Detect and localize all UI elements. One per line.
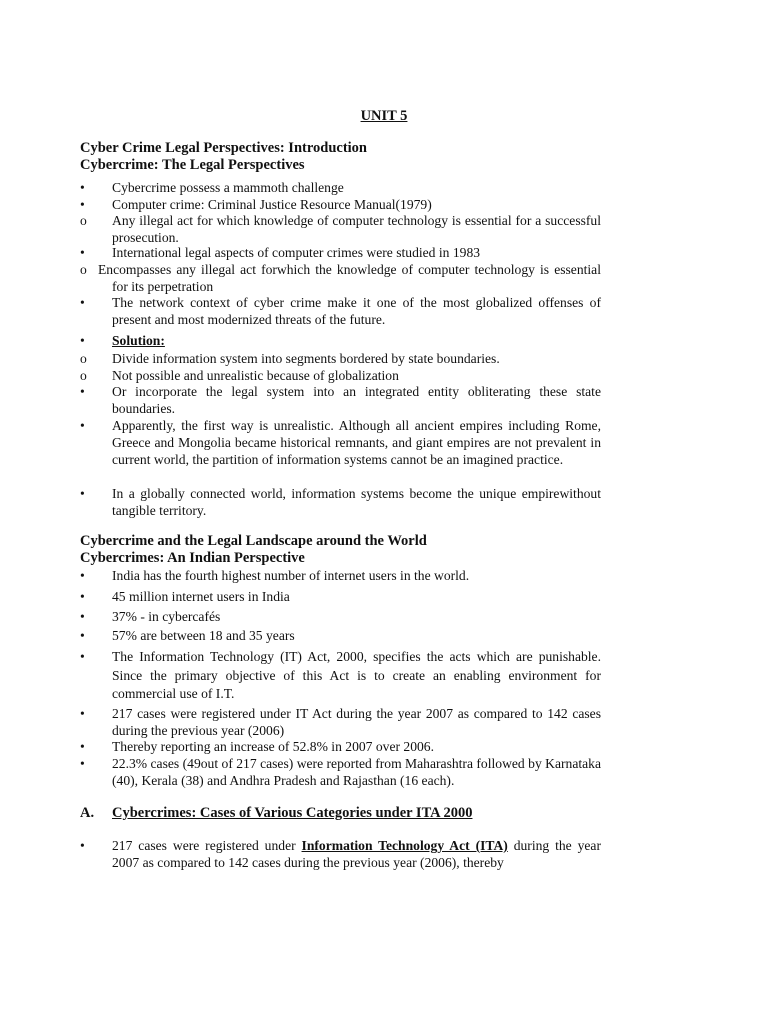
bullet-marker: • <box>80 609 85 624</box>
list-item <box>80 180 601 197</box>
list-item <box>80 568 601 585</box>
list-item <box>80 333 601 350</box>
list-item <box>80 648 601 704</box>
list-item <box>80 706 601 740</box>
solution-label: Solution: <box>112 333 165 348</box>
bullet-marker: • <box>80 295 85 310</box>
bullet-marker: • <box>80 589 85 604</box>
list-item <box>80 384 601 418</box>
bullet-marker: • <box>80 333 85 348</box>
bullet-marker: • <box>80 838 85 853</box>
section-a-title: Cybercrimes: Cases of Various Categories under ITA 2000 <box>112 805 473 821</box>
bullet-marker: • <box>80 628 85 643</box>
bullet-marker: • <box>80 418 85 433</box>
bullet-marker: o <box>80 213 87 228</box>
heading-intro: Cyber Crime Legal Perspectives: Introduction <box>80 140 367 156</box>
bullet-marker: • <box>80 739 85 754</box>
list-item-text: 37% - in cybercafés <box>112 609 221 624</box>
list-item-text: Any illegal act for which knowledge of computer technology is essential for a successful prosecution. <box>112 213 601 245</box>
list-item <box>80 368 601 385</box>
list-item-text: Apparently, the first way is unrealistic. Although all ancient empires including Rome, Greece and Mongolia became historical remnants, and giant empires are not prevalent in current world, the partition of information systems cannot be an imagined practice. <box>112 418 601 467</box>
bullet-marker: • <box>80 486 85 501</box>
list-item-text: Cybercrime possess a mammoth challenge <box>112 180 344 195</box>
list-item <box>80 628 601 645</box>
list-item-text: 217 cases were registered under IT Act during the year 2007 as compared to 142 cases during the previous year (2006) <box>112 706 601 738</box>
list-item <box>80 262 601 296</box>
list-item <box>80 418 601 468</box>
list-item-text: Divide information system into segments bordered by state boundaries. <box>112 351 500 366</box>
list-item-text: In a globally connected world, information systems become the unique empirewithout tangible territory. <box>112 486 601 518</box>
heading-legal-landscape: Cybercrime and the Legal Landscape around the World <box>80 533 427 549</box>
section-a-heading <box>80 805 472 822</box>
list-item-text: 45 million internet users in India <box>112 589 290 604</box>
list-item-text: Computer crime: Criminal Justice Resource Manual(1979) <box>112 197 432 212</box>
bullet-marker: • <box>80 756 85 771</box>
list-item-text: India has the fourth highest number of internet users in the world. <box>112 568 470 583</box>
bullet-marker: • <box>80 649 85 664</box>
list-item <box>80 486 601 520</box>
text-after: during the year 2007 as compared to 142 cases during the previous year (2006), thereby <box>112 838 601 870</box>
list-item-text: Not possible and unrealistic because of globalization <box>112 368 399 383</box>
bullet-marker: • <box>80 706 85 721</box>
list-item <box>80 213 601 247</box>
bullet-marker: o <box>80 351 87 366</box>
bullet-marker: • <box>80 180 85 195</box>
list-item <box>80 739 601 756</box>
list-item-text: The Information Technology (IT) Act, 2000, specifies the acts which are punishable. Since the primary objective of this Act is to create an enabling environment for commercial use of I.T. <box>112 649 601 701</box>
list-item-text: Thereby reporting an increase of 52.8% in 2007 over 2006. <box>112 739 434 754</box>
unit-title: UNIT 5 <box>360 108 408 124</box>
list-item <box>80 245 601 262</box>
list-item-text: 57% are between 18 and 35 years <box>112 628 295 643</box>
section-a-label: A. <box>80 805 95 821</box>
list-item <box>80 197 601 214</box>
list-item <box>80 609 601 626</box>
list-item <box>80 838 601 872</box>
list-item-text: 22.3% cases (49out of 217 cases) were reported from Maharashtra followed by Karnataka (40), Kerala (38) and Andhra Pradesh and Rajasthan (16 each). <box>112 756 601 788</box>
bullet-marker: • <box>80 197 85 212</box>
bullet-marker: • <box>80 568 85 583</box>
bullet-marker: o <box>80 262 87 277</box>
list-item-text: Or incorporate the legal system into an integrated entity obliterating these state boundaries. <box>112 384 601 416</box>
list-item-text: The network context of cyber crime make it one of the most globalized offenses of present and most modernized threats of the future. <box>112 295 601 327</box>
text-before: 217 cases were registered under <box>112 838 302 853</box>
ita-emphasis: Information Technology Act (ITA) <box>301 838 508 853</box>
bullet-marker: • <box>80 245 85 260</box>
bullet-marker: o <box>80 368 87 383</box>
heading-legal-perspectives: Cybercrime: The Legal Perspectives <box>80 157 305 173</box>
list-item-text: Encompasses any illegal act forwhich the knowledge of computer technology is essential for its perpetration <box>98 262 601 294</box>
list-item-text: International legal aspects of computer crimes were studied in 1983 <box>112 245 481 260</box>
list-item <box>80 756 601 790</box>
list-item <box>80 589 601 606</box>
list-item <box>80 295 601 329</box>
heading-indian-perspective: Cybercrimes: An Indian Perspective <box>80 550 305 566</box>
list-item <box>80 351 601 368</box>
list-item-text <box>112 838 601 872</box>
bullet-marker: • <box>80 384 85 399</box>
